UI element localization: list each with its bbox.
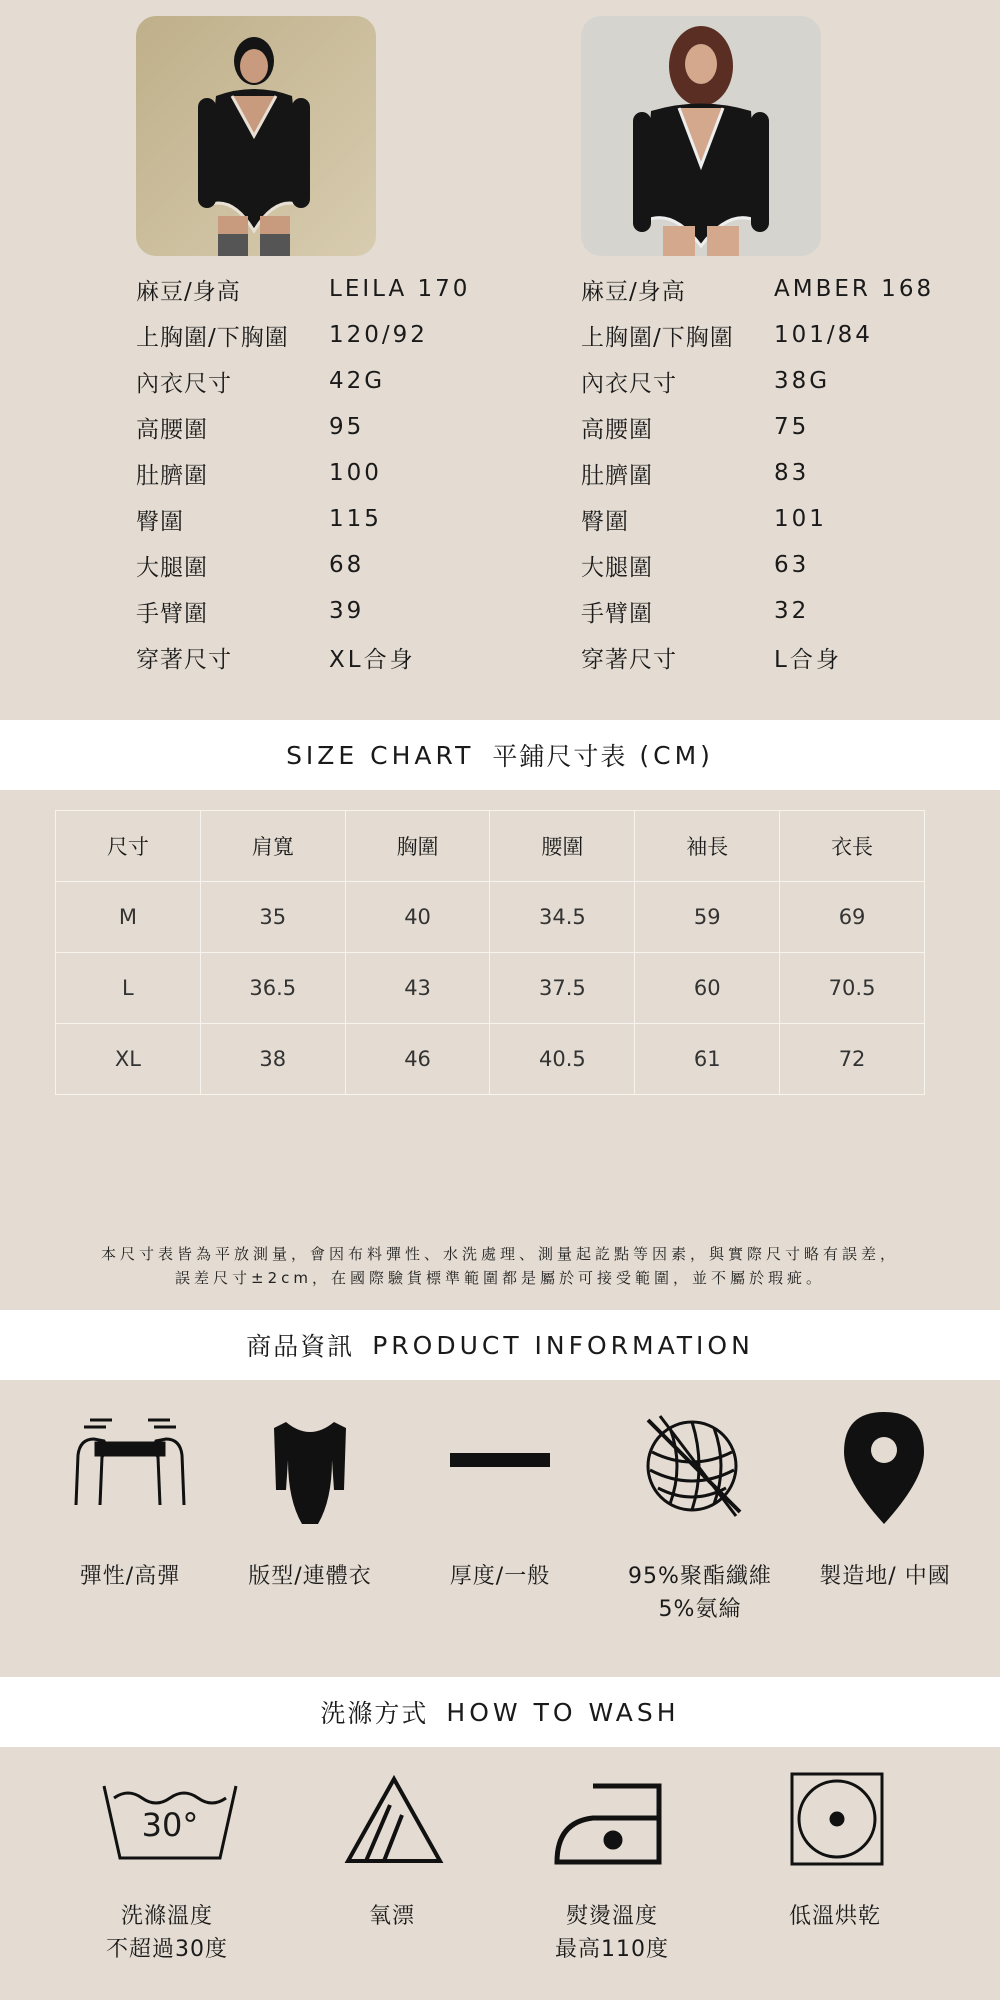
table-cell: 40.5 (490, 1024, 635, 1095)
iron-icon (553, 1782, 665, 1866)
measurement-row: 麻豆/身高 AMBER 168 (581, 276, 935, 305)
measurement-row: 高腰圍 75 (581, 414, 810, 443)
bleach-triangle-icon (344, 1775, 444, 1865)
table-header-cell: 肩寬 (200, 811, 345, 882)
table-cell: 35 (200, 882, 345, 953)
model-leila-measurements (136, 266, 556, 680)
yarn-ball-icon (640, 1412, 750, 1522)
table-cell: 38 (200, 1024, 345, 1095)
measurement-row: 臀圍 115 (136, 506, 382, 535)
table-header-cell: 袖長 (635, 811, 780, 882)
table-cell: 36.5 (200, 953, 345, 1024)
table-cell: M (56, 882, 201, 953)
measurement-row: 麻豆/身高 LEILA 170 (136, 276, 471, 305)
measurement-row: 高腰圍 95 (136, 414, 365, 443)
wash-caption: 低溫烘乾 (788, 1904, 881, 1929)
thickness-line-icon (450, 1453, 550, 1467)
table-cell: 69 (780, 882, 925, 953)
table-row (56, 953, 925, 1024)
measurement-row: 大腿圍 63 (581, 552, 810, 581)
model-photo-leila (136, 16, 376, 256)
measurement-row: 內衣尺寸 42G (136, 368, 386, 397)
table-cell: 61 (635, 1024, 780, 1095)
table-header-cell: 胸圍 (345, 811, 490, 882)
measurement-row: 上胸圍/下胸圍 101/84 (581, 322, 873, 351)
table-header-row (56, 811, 925, 882)
table-row (56, 882, 925, 953)
bodysuit-icon (272, 1420, 348, 1526)
table-header-cell: 腰圍 (490, 811, 635, 882)
product-info-caption: 版型/連體衣 (248, 1564, 372, 1589)
table-cell: XL (56, 1024, 201, 1095)
table-cell: 72 (780, 1024, 925, 1095)
size-chart-note: 本尺寸表皆為平放測量，會因布料彈性、水洗處理、測量起訖點等因素，與實際尺寸略有誤差， 誤差尺寸±2cm，在國際驗貨標準範圍都是屬於可接受範圍，並不屬於瑕疵。 (100, 1245, 899, 1287)
table-cell: 46 (345, 1024, 490, 1095)
wash-temperature-label: 30° (141, 1806, 199, 1844)
size-chart-table (55, 810, 925, 1095)
wash-title-band: 洗滌方式 HOW TO WASH (0, 1677, 1000, 1747)
measurement-row: 大腿圍 68 (136, 552, 365, 581)
stretch-hands-icon (70, 1415, 190, 1515)
product-info-caption: 95%聚酯纖維 5%氨綸 (628, 1564, 772, 1622)
product-info-caption: 厚度/一般 (449, 1564, 551, 1589)
table-cell: 37.5 (490, 953, 635, 1024)
measurement-row: 穿著尺寸 XL合身 (136, 646, 416, 673)
wash-caption: 熨燙溫度 最高110度 (555, 1904, 669, 1962)
table-cell: 43 (345, 953, 490, 1024)
table-cell: 60 (635, 953, 780, 1024)
table-cell: L (56, 953, 201, 1024)
table-row (56, 1024, 925, 1095)
product-info-caption: 製造地/ 中國 (819, 1564, 951, 1589)
measurement-row: 手臂圍 32 (581, 598, 810, 627)
size-chart-title-band: SIZE CHART 平鋪尺寸表 (CM) (0, 720, 1000, 790)
table-header-cell: 衣長 (780, 811, 925, 882)
measurement-row: 肚臍圍 100 (136, 460, 382, 489)
measurement-row: 上胸圍/下胸圍 120/92 (136, 322, 428, 351)
measurement-row: 內衣尺寸 38G (581, 368, 831, 397)
measurement-row: 肚臍圍 83 (581, 460, 810, 489)
measurement-row: 穿著尺寸 L合身 (581, 646, 842, 673)
model-photo-amber (581, 16, 821, 256)
product-info-title-band: 商品資訊 PRODUCT INFORMATION (0, 1310, 1000, 1380)
table-header-cell: 尺寸 (56, 811, 201, 882)
tumble-dry-icon (790, 1772, 884, 1866)
location-pin-icon (842, 1410, 926, 1526)
product-info-caption: 彈性/高彈 (79, 1564, 181, 1589)
wash-caption: 洗滌溫度 不超過30度 (106, 1904, 228, 1962)
wash-caption: 氧漂 (368, 1904, 415, 1929)
table-cell: 59 (635, 882, 780, 953)
measurement-row: 手臂圍 39 (136, 598, 365, 627)
table-cell: 70.5 (780, 953, 925, 1024)
model-amber-measurements (581, 266, 1000, 680)
wash-tub-icon (100, 1782, 240, 1862)
table-cell: 34.5 (490, 882, 635, 953)
table-cell: 40 (345, 882, 490, 953)
measurement-row: 臀圍 101 (581, 506, 827, 535)
